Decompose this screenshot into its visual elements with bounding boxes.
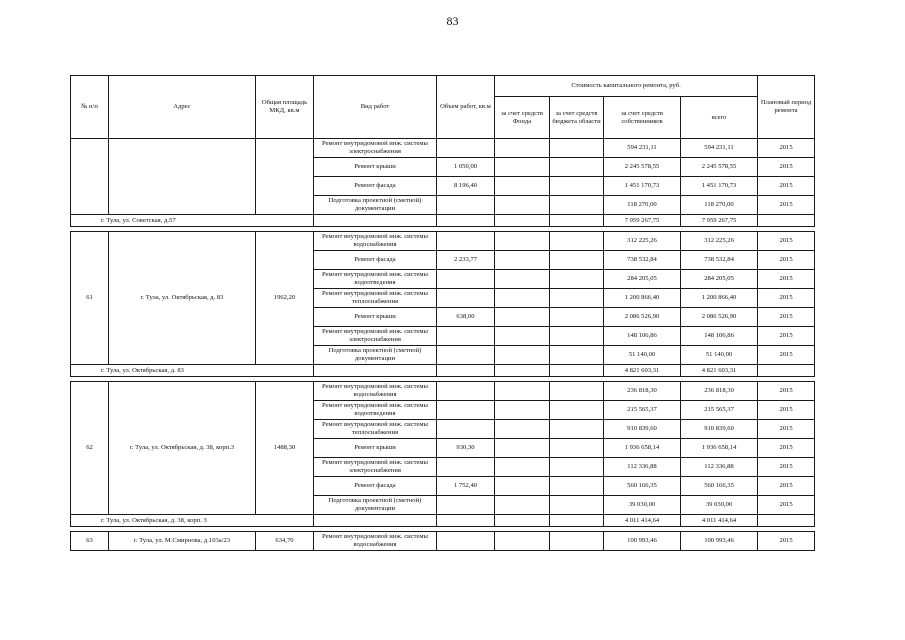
volume-cell (437, 289, 495, 308)
house-address-cell (109, 139, 256, 215)
own-funds-cell: 312 225,26 (604, 232, 681, 251)
volume-cell (437, 420, 495, 439)
regional-cell (550, 346, 604, 365)
period-cell: 2015 (758, 401, 815, 420)
total-cell: 1 200 866,40 (681, 289, 758, 308)
total-cell: 284 205,05 (681, 270, 758, 289)
work-type-cell: Ремонт крыши (314, 439, 437, 458)
own-funds-cell: 594 231,11 (604, 139, 681, 158)
regional-cell (550, 177, 604, 196)
col-address-header: Адрес (109, 76, 256, 139)
period-cell: 2015 (758, 139, 815, 158)
regional-cell (550, 477, 604, 496)
fund-cell (495, 158, 550, 177)
volume-cell (437, 401, 495, 420)
fund-cell (495, 308, 550, 327)
own-funds-cell: 2 086 526,90 (604, 308, 681, 327)
volume-cell (437, 327, 495, 346)
work-type-cell: Ремонт фасада (314, 477, 437, 496)
own-funds-cell: 236 818,30 (604, 382, 681, 401)
fund-cell (495, 232, 550, 251)
period-cell: 2015 (758, 532, 815, 551)
work-type-cell: Ремонт крыши (314, 158, 437, 177)
subtotal-own: 4 821 603,31 (604, 365, 681, 377)
total-cell: 738 532,84 (681, 251, 758, 270)
period-cell: 2015 (758, 177, 815, 196)
subtotal-empty-cell (495, 365, 550, 377)
subtotal-own: 4 011 414,64 (604, 515, 681, 527)
subtotal-empty-cell (314, 215, 437, 227)
house-address-cell: г. Тула, ул. Октябрьская, д. 83 (109, 232, 256, 365)
volume-cell (437, 532, 495, 551)
fund-cell (495, 458, 550, 477)
regional-cell (550, 158, 604, 177)
period-cell: 2015 (758, 232, 815, 251)
total-cell: 215 565,37 (681, 401, 758, 420)
total-cell: 100 993,46 (681, 532, 758, 551)
fund-cell (495, 289, 550, 308)
col-volume-header: Объем работ, кв.м (437, 76, 495, 139)
house-area-cell: 1962,20 (256, 232, 314, 365)
subtotal-empty-cell (550, 215, 604, 227)
volume-cell: 8 196,40 (437, 177, 495, 196)
house-address-cell: г. Тула, ул. М.Смирнова, д.103а/23 (109, 532, 256, 551)
work-type-cell: Ремонт фасада (314, 251, 437, 270)
volume-cell (437, 232, 495, 251)
col-regional-header: за счет средств бюджета области (550, 97, 604, 139)
total-cell: 51 140,00 (681, 346, 758, 365)
period-cell: 2015 (758, 346, 815, 365)
regional-cell (550, 308, 604, 327)
table-row (71, 232, 815, 251)
regional-cell (550, 458, 604, 477)
col-period-header: Плановый период ремонта (758, 76, 815, 139)
regional-cell (550, 532, 604, 551)
house-number-cell: 62 (71, 382, 109, 515)
work-type-cell: Ремонт внутридомовой инж. системы электроснабжения (314, 458, 437, 477)
table-row (71, 382, 815, 401)
total-cell: 148 106,86 (681, 327, 758, 346)
period-cell: 2015 (758, 327, 815, 346)
regional-cell (550, 139, 604, 158)
house-area-cell (256, 139, 314, 215)
fund-cell (495, 401, 550, 420)
fund-cell (495, 382, 550, 401)
subtotal-empty-cell (758, 215, 815, 227)
subtotal-label: г. Тула, ул. Октябрьская, д. 83 (71, 365, 314, 377)
table-row (71, 139, 815, 158)
volume-cell: 930,30 (437, 439, 495, 458)
period-cell: 2015 (758, 439, 815, 458)
fund-cell (495, 420, 550, 439)
subtotal-empty-cell (758, 515, 815, 527)
fund-cell (495, 532, 550, 551)
period-cell: 2015 (758, 308, 815, 327)
regional-cell (550, 196, 604, 215)
regional-cell (550, 439, 604, 458)
work-type-cell: Ремонт внутридомовой инж. системы водоотведения (314, 270, 437, 289)
period-cell: 2015 (758, 458, 815, 477)
subtotal-label: г. Тула, ул. Октябрьская, д. 38, корп. 3 (71, 515, 314, 527)
fund-cell (495, 327, 550, 346)
period-cell: 2015 (758, 270, 815, 289)
subtotal-empty-cell (314, 365, 437, 377)
total-cell: 910 839,60 (681, 420, 758, 439)
own-funds-cell: 1 936 658,14 (604, 439, 681, 458)
subtotal-empty-cell (550, 515, 604, 527)
work-type-cell: Ремонт крыши (314, 308, 437, 327)
total-cell: 560 166,35 (681, 477, 758, 496)
work-type-cell: Подготовка проектной (сметной) документации (314, 196, 437, 215)
regional-cell (550, 289, 604, 308)
period-cell: 2015 (758, 420, 815, 439)
own-funds-cell: 1 200 866,40 (604, 289, 681, 308)
period-cell: 2015 (758, 251, 815, 270)
subtotal-all: 4 821 603,31 (681, 365, 758, 377)
work-type-cell: Ремонт внутридомовой инж. системы водоотведения (314, 401, 437, 420)
total-cell: 312 225,26 (681, 232, 758, 251)
col-total-header: всего (681, 97, 758, 139)
own-funds-cell: 215 565,37 (604, 401, 681, 420)
volume-cell (437, 496, 495, 515)
own-funds-cell: 284 205,05 (604, 270, 681, 289)
cost-group-header: Стоимость капитального ремонта, руб. (495, 76, 758, 97)
fund-cell (495, 477, 550, 496)
subtotal-empty-cell (437, 515, 495, 527)
fund-cell (495, 177, 550, 196)
subtotal-empty-cell (550, 365, 604, 377)
own-funds-cell: 738 532,84 (604, 251, 681, 270)
subtotal-empty-cell (495, 515, 550, 527)
col-work-header: Вид работ (314, 76, 437, 139)
subtotal-empty-cell (437, 215, 495, 227)
regional-cell (550, 401, 604, 420)
total-cell: 1 936 658,14 (681, 439, 758, 458)
house-number-cell: 61 (71, 232, 109, 365)
period-cell: 2015 (758, 496, 815, 515)
work-type-cell: Ремонт внутридомовой инж. системы электроснабжения (314, 327, 437, 346)
col-own-header: за счет средств собственников (604, 97, 681, 139)
volume-cell: 1 752,40 (437, 477, 495, 496)
regional-cell (550, 232, 604, 251)
col-fund-header: за счет средств Фонда (495, 97, 550, 139)
subtotal-row (71, 215, 815, 227)
fund-cell (495, 196, 550, 215)
fund-cell (495, 439, 550, 458)
total-cell: 236 818,30 (681, 382, 758, 401)
work-type-cell: Ремонт внутридомовой инж. системы теплоснабжения (314, 289, 437, 308)
house-area-cell: 634,70 (256, 532, 314, 551)
volume-cell (437, 346, 495, 365)
house-area-cell: 1488,30 (256, 382, 314, 515)
work-type-cell: Подготовка проектной (сметной) документации (314, 496, 437, 515)
volume-cell: 638,00 (437, 308, 495, 327)
house-number-cell: 63 (71, 532, 109, 551)
period-cell: 2015 (758, 196, 815, 215)
header-row-1 (71, 76, 815, 97)
regional-cell (550, 496, 604, 515)
subtotal-empty-cell (314, 515, 437, 527)
total-cell: 39 030,00 (681, 496, 758, 515)
house-address-cell: г. Тула, ул. Октябрьская, д. 38, корп.3 (109, 382, 256, 515)
period-cell: 2015 (758, 477, 815, 496)
own-funds-cell: 910 839,60 (604, 420, 681, 439)
volume-cell (437, 139, 495, 158)
total-cell: 1 451 170,73 (681, 177, 758, 196)
regional-cell (550, 420, 604, 439)
work-type-cell: Ремонт внутридомовой инж. системы водоснабжения (314, 532, 437, 551)
volume-cell (437, 382, 495, 401)
own-funds-cell: 1 451 170,73 (604, 177, 681, 196)
work-type-cell: Подготовка проектной (сметной) документации (314, 346, 437, 365)
fund-cell (495, 346, 550, 365)
total-cell: 594 231,11 (681, 139, 758, 158)
subtotal-row (71, 365, 815, 377)
own-funds-cell: 118 270,00 (604, 196, 681, 215)
table-body (71, 139, 815, 551)
own-funds-cell: 2 245 578,55 (604, 158, 681, 177)
subtotal-empty-cell (437, 365, 495, 377)
own-funds-cell: 100 993,46 (604, 532, 681, 551)
own-funds-cell: 39 030,00 (604, 496, 681, 515)
total-cell: 2 086 526,90 (681, 308, 758, 327)
work-type-cell: Ремонт внутридомовой инж. системы водоснабжения (314, 382, 437, 401)
work-type-cell: Ремонт внутридомовой инж. системы водоснабжения (314, 232, 437, 251)
fund-cell (495, 496, 550, 515)
own-funds-cell: 51 140,00 (604, 346, 681, 365)
subtotal-own: 7 959 267,75 (604, 215, 681, 227)
regional-cell (550, 251, 604, 270)
work-type-cell: Ремонт внутридомовой инж. системы теплоснабжения (314, 420, 437, 439)
fund-cell (495, 139, 550, 158)
regional-cell (550, 382, 604, 401)
work-type-cell: Ремонт внутридомовой инж. системы электроснабжения (314, 139, 437, 158)
volume-cell (437, 458, 495, 477)
period-cell: 2015 (758, 158, 815, 177)
col-area-header: Общая площадь МКД, кв.м (256, 76, 314, 139)
subtotal-row (71, 515, 815, 527)
subtotal-empty-cell (495, 215, 550, 227)
period-cell: 2015 (758, 382, 815, 401)
own-funds-cell: 148 106,86 (604, 327, 681, 346)
col-num-header: № п/п (71, 76, 109, 139)
volume-cell (437, 270, 495, 289)
volume-cell: 1 050,00 (437, 158, 495, 177)
regional-cell (550, 270, 604, 289)
volume-cell (437, 196, 495, 215)
total-cell: 118 270,00 (681, 196, 758, 215)
regional-cell (550, 327, 604, 346)
own-funds-cell: 112 336,88 (604, 458, 681, 477)
subtotal-empty-cell (758, 365, 815, 377)
fund-cell (495, 251, 550, 270)
volume-cell: 2 233,77 (437, 251, 495, 270)
period-cell: 2015 (758, 289, 815, 308)
house-number-cell (71, 139, 109, 215)
total-cell: 2 245 578,55 (681, 158, 758, 177)
table-row (71, 532, 815, 551)
subtotal-all: 7 959 267,75 (681, 215, 758, 227)
total-cell: 112 336,88 (681, 458, 758, 477)
page-number: 83 (446, 14, 459, 28)
subtotal-label: г. Тула, ул. Советская, д.57 (71, 215, 314, 227)
own-funds-cell: 560 166,35 (604, 477, 681, 496)
work-type-cell: Ремонт фасада (314, 177, 437, 196)
capital-repair-table (70, 75, 815, 551)
fund-cell (495, 270, 550, 289)
subtotal-all: 4 011 414,64 (681, 515, 758, 527)
